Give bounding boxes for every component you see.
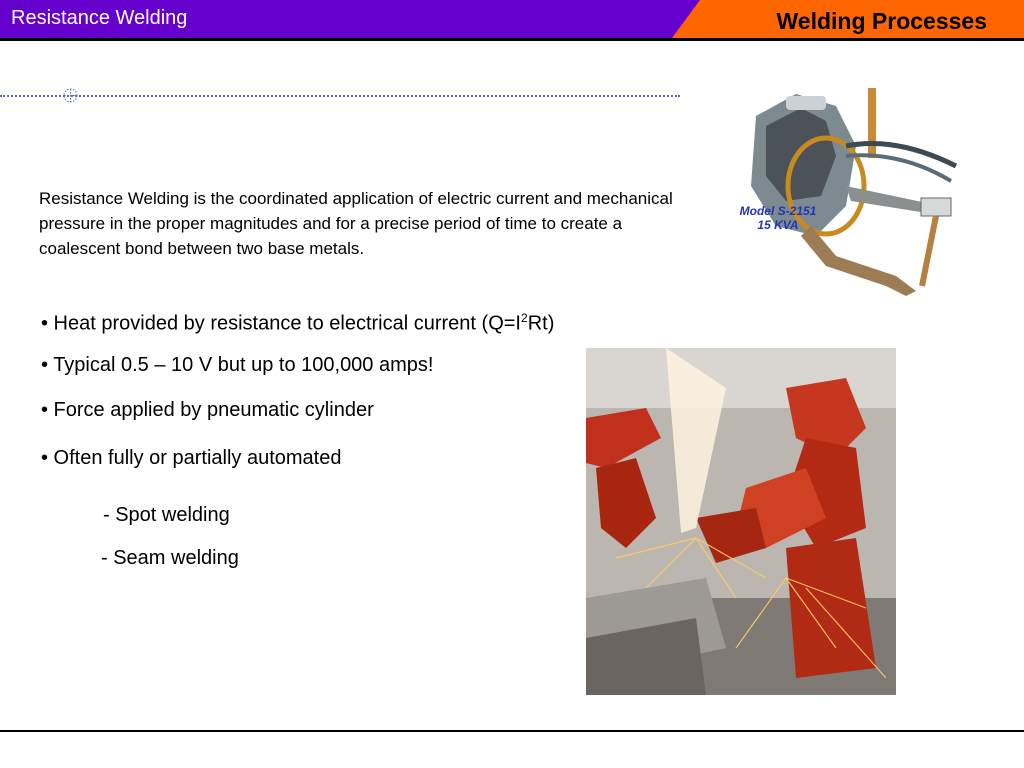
spot-welder-photo	[726, 86, 976, 298]
bullet-heat-suffix: Rt)	[527, 312, 555, 335]
bullet-heat-superscript: 2	[521, 311, 528, 325]
bullet-automated: • Often fully or partially automated	[41, 447, 342, 469]
slide-title: Resistance Welding	[11, 7, 188, 29]
robotic-welding-photo	[586, 348, 896, 695]
robotic-welding-illustration	[586, 348, 896, 695]
bullet-heat-prefix: • Heat provided by resistance to electrical current (Q=I	[41, 312, 521, 335]
bullet-force: • Force applied by pneumatic cylinder	[41, 399, 374, 421]
ornament-icon	[63, 88, 78, 103]
sub-item-seam: - Seam welding	[101, 547, 239, 569]
welder-caption-model: Model S-2151	[739, 204, 817, 218]
dotted-rule	[0, 95, 680, 97]
bullet-heat	[41, 311, 554, 336]
bullet-voltage: • Typical 0.5 – 10 V but up to 100,000 amps!	[41, 354, 434, 376]
sub-item-spot: - Spot welding	[103, 504, 230, 526]
intro-paragraph: Resistance Welding is the coordinated application of electric current and mechanical pressure in the proper magnitudes and for a precise period of time to create a coalescent bond between two base metals.	[39, 189, 673, 258]
welder-caption-rating: 15 KVA	[757, 218, 799, 232]
header-divider	[0, 38, 1024, 41]
section-title: Welding Processes	[776, 8, 987, 34]
footer-divider	[0, 730, 1024, 732]
welder-caption	[733, 204, 823, 232]
